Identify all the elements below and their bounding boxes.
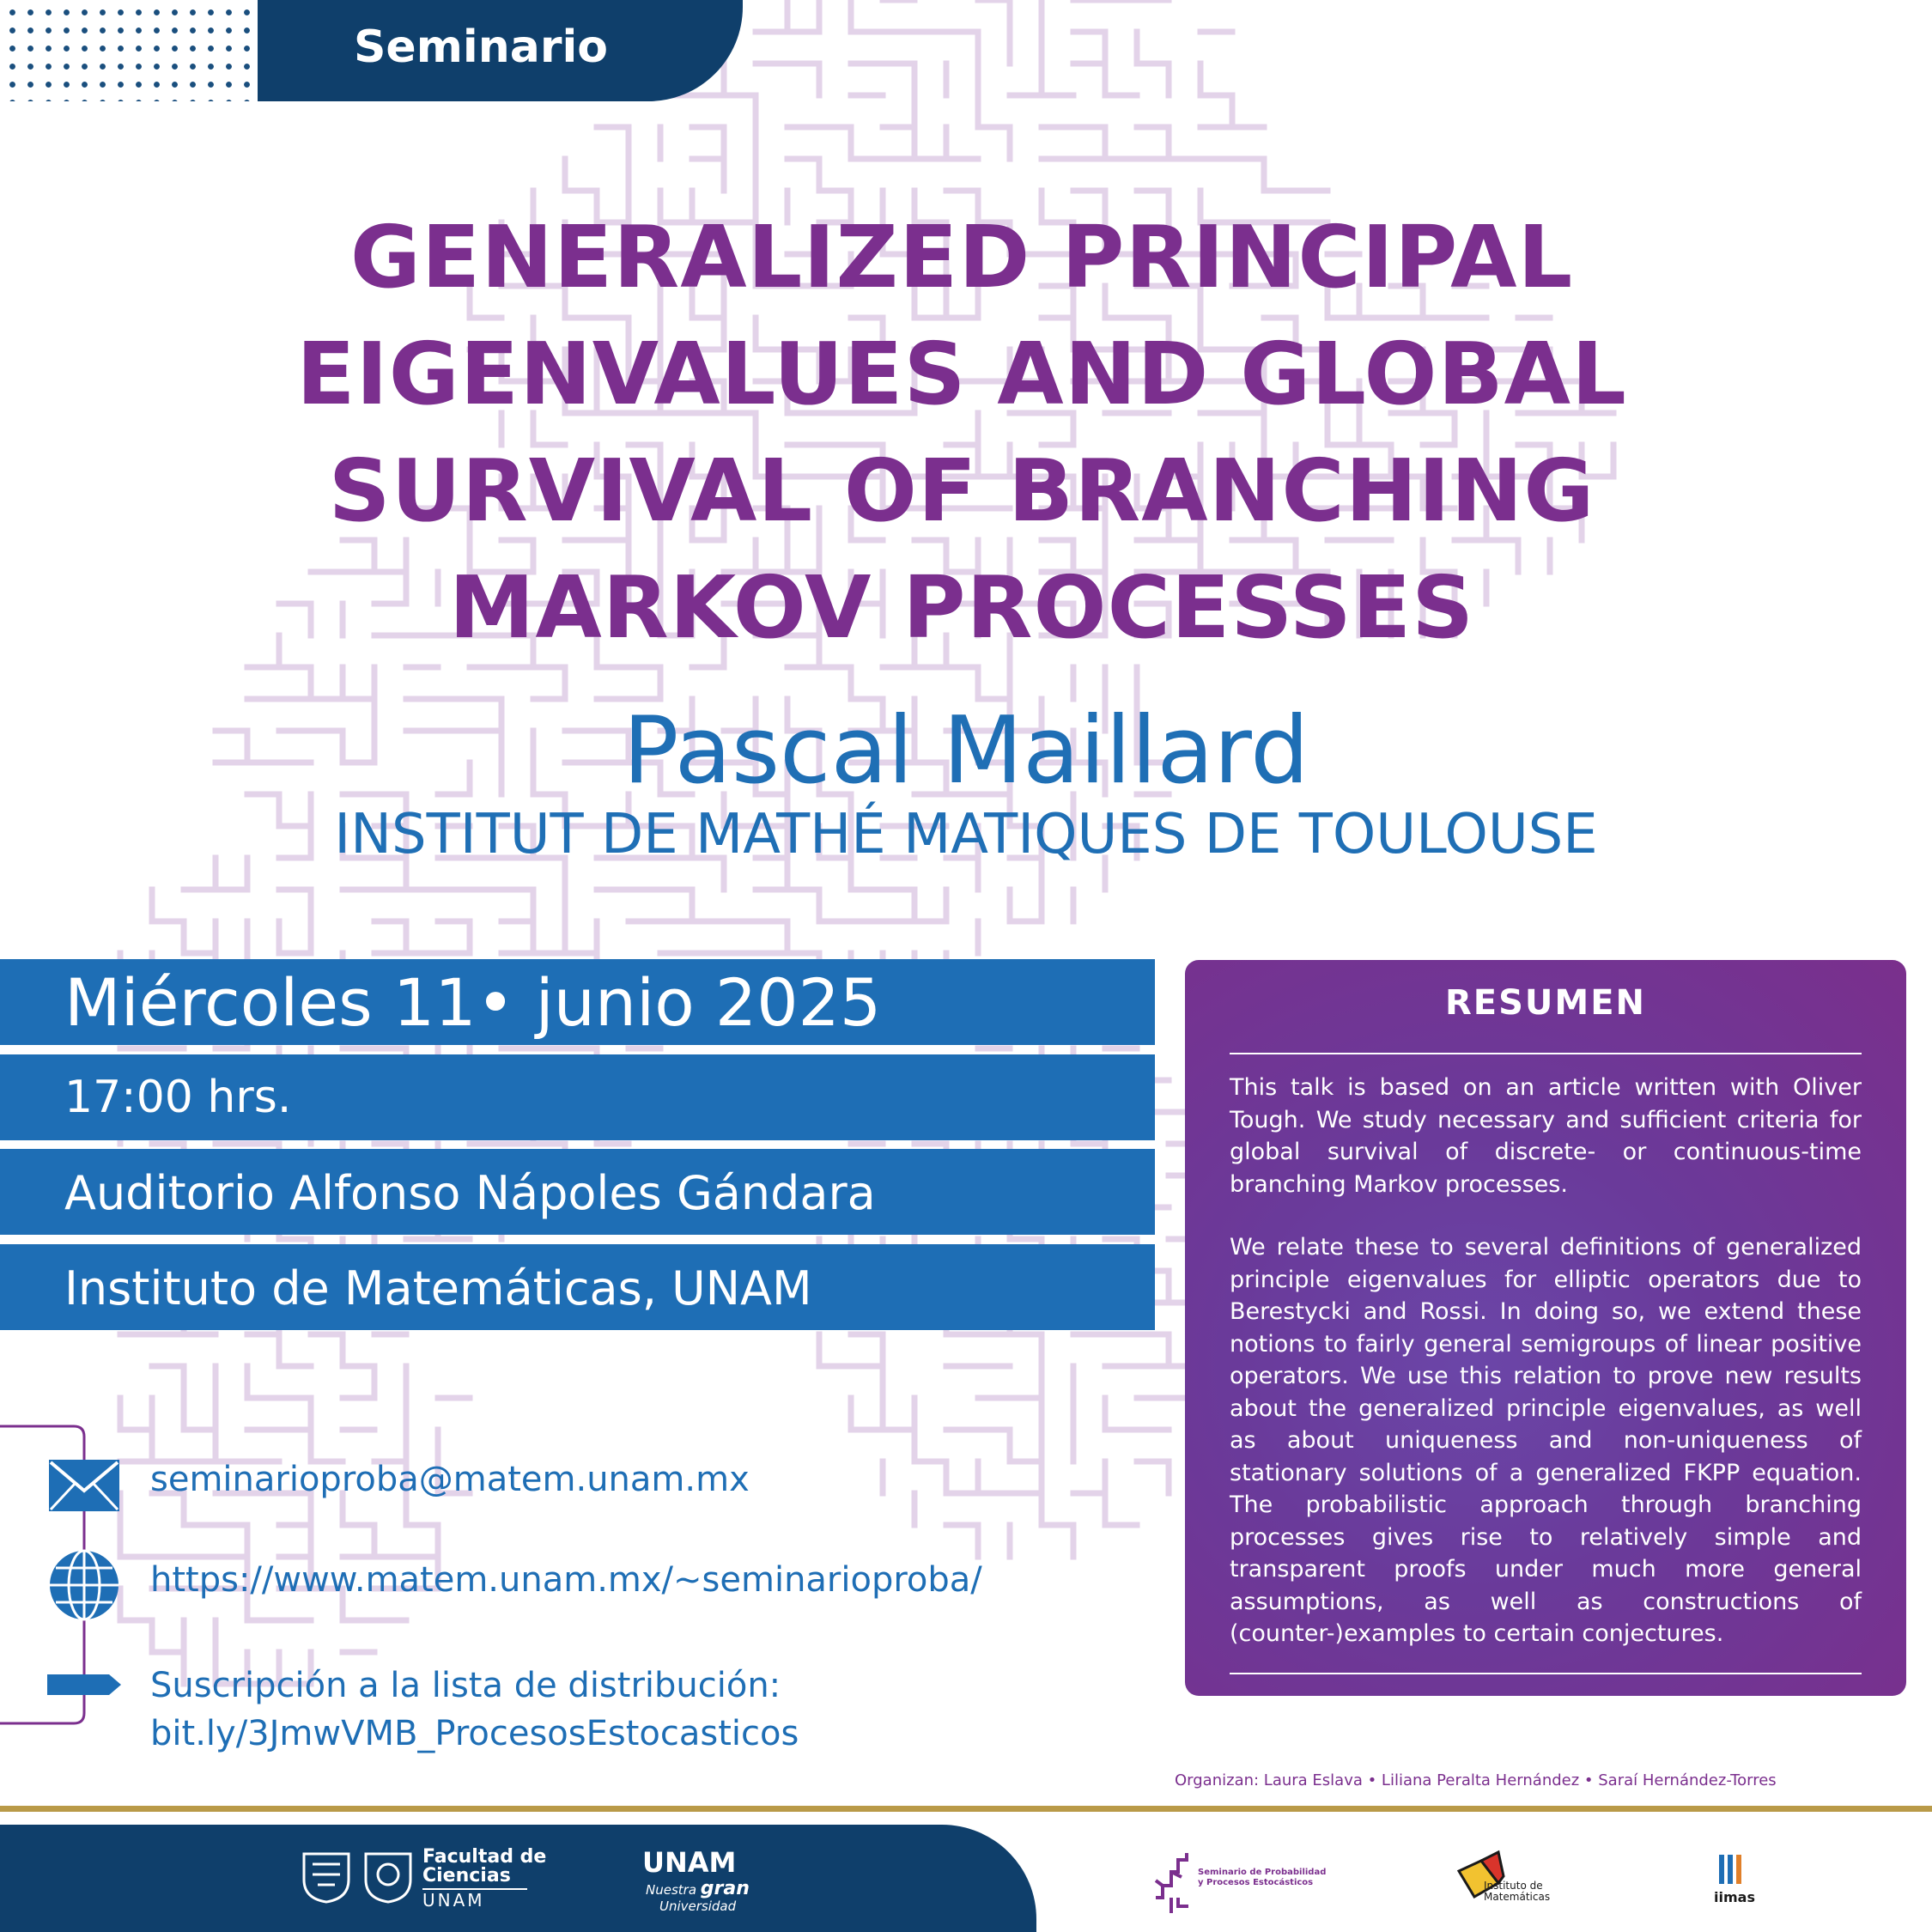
date-bar	[0, 959, 1155, 1045]
tag-icon	[47, 1674, 121, 1695]
venue-bar	[0, 1149, 1155, 1235]
facultad-logo-line: Ciencias	[422, 1865, 511, 1886]
unam-tagline-word: Universidad	[659, 1899, 737, 1914]
iimas-logo-text: iimas	[1714, 1889, 1755, 1905]
event-time: 17:00 hrs.	[64, 1072, 292, 1123]
event-venue: Auditorio Alfonso Nápoles Gándara	[64, 1166, 876, 1220]
talk-title	[155, 199, 1769, 666]
unam-tagline-word: Nuestra	[646, 1882, 697, 1898]
contact-website[interactable]: https://www.matem.unam.mx/~seminarioproba/	[150, 1560, 982, 1600]
event-date: Miércoles 11• junio 2025	[64, 964, 882, 1041]
instituto-logo-text	[1484, 1880, 1550, 1903]
abstract-heading: RESUMEN	[1444, 983, 1647, 1023]
speaker-institution: INSTITUT DE MATHÉ MATIQUES DE TOULOUSE	[334, 803, 1598, 866]
unam-tagline	[646, 1878, 750, 1899]
time-bar	[0, 1054, 1155, 1140]
instituto-logo-line: Matemáticas	[1484, 1891, 1551, 1903]
instituto-logo-line: Instituto de	[1484, 1880, 1543, 1892]
title-line: EIGENVALUES AND GLOBAL	[296, 324, 1627, 424]
seminario-logo-line: y Procesos Estocásticos	[1198, 1878, 1314, 1887]
abstract-divider	[1230, 1053, 1862, 1054]
subscription-label: Suscripción a la lista de distribución:	[150, 1666, 781, 1705]
facultad-logo-unam: UNAM	[422, 1890, 485, 1911]
unam-shield-icon	[301, 1850, 352, 1904]
institute-bar	[0, 1244, 1155, 1330]
event-institute: Instituto de Matemáticas, UNAM	[64, 1261, 812, 1315]
seminar-label: Seminario	[353, 21, 609, 73]
facultad-logo-line: Facultad de	[422, 1846, 547, 1868]
globe-icon	[47, 1548, 121, 1622]
envelope-icon	[49, 1460, 119, 1511]
speaker-name: Pascal Maillard	[623, 697, 1309, 805]
unam-tagline-word: gran	[700, 1878, 750, 1899]
seminario-logo-line: Seminario de Probabilidad	[1198, 1868, 1327, 1877]
unam-logo: UNAM	[642, 1846, 737, 1879]
seminario-logo-text	[1198, 1868, 1326, 1888]
title-line: MARKOV PROCESSES	[448, 557, 1475, 658]
iimas-logo-icon	[1717, 1853, 1747, 1887]
contact-email[interactable]: seminarioproba@matem.unam.mx	[150, 1460, 750, 1499]
organizers: Organizan: Laura Eslava • Liliana Peralta Hernández • Saraí Hernández-Torres	[1175, 1771, 1777, 1789]
dot-pattern	[0, 0, 258, 101]
title-line: SURVIVAL OF BRANCHING	[328, 440, 1595, 541]
subscription-link[interactable]: bit.ly/3JmwVMB_ProcesosEstocasticos	[150, 1714, 799, 1753]
abstract-divider	[1230, 1673, 1862, 1674]
facultad-logo	[422, 1848, 546, 1886]
title-line: GENERALIZED PRINCIPAL	[349, 207, 1574, 307]
footer-gold-line	[0, 1806, 1932, 1812]
abstract-paragraph: We relate these to several definitions of generalized principle eigenvalues for elliptic operators due to Berestycki and Rossi. In doing so, we extend these notions to fairly general semigroups of linear positive operators. We use this relation to prove new results about the generalized principle eigenvalues, as well as about uniqueness and non-uniqueness of stationary solutions of a generalized FKPP equation. The probabilistic approach through branching processes gives rise to relatively simple and transparent proofs under much more general assumptions, as well as constructions of (counter-)examples to certain conjectures.	[1230, 1234, 1862, 1647]
seminario-logo-icon	[1151, 1846, 1199, 1918]
facultad-shield-icon	[362, 1850, 414, 1904]
abstract-paragraph: This talk is based on an article written with Oliver Tough. We study necessary and sufficient criteria for global survival of discrete- or continuous-time branching Markov processes.	[1230, 1074, 1862, 1198]
